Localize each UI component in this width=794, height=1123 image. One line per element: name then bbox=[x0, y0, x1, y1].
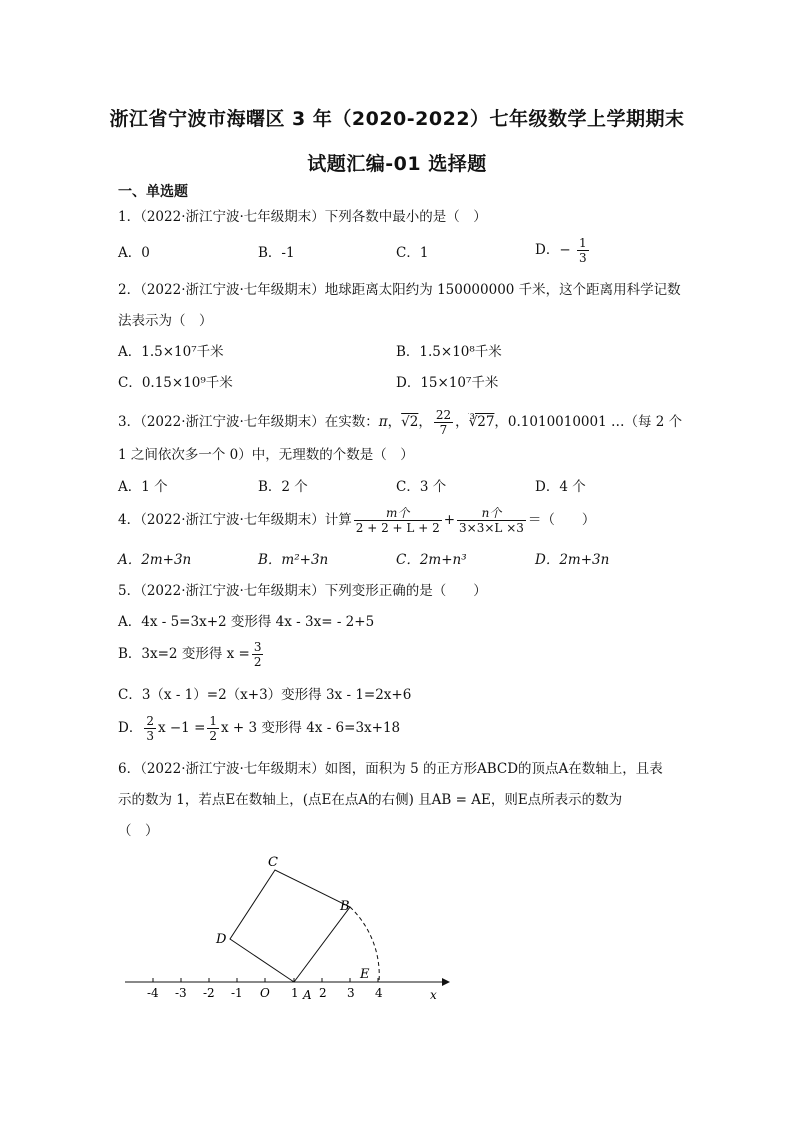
question-3-stem-line1: 3．（2022·浙江宁波·七年级期末）在实数：π，√2， $\frac{22}{7}$ ，∛27，0.1010010001 …（每 2 个 bbox=[118, 408, 683, 437]
page-title-line1: 浙江省宁波市海曙区 3 年（2020-2022）七年级数学上学期期末 bbox=[109, 108, 685, 130]
q3-cbrt27: ∛27 bbox=[468, 414, 495, 430]
q5-option-d-tail: x + 3 变形得 4x - 6=3x+18 bbox=[221, 720, 401, 736]
q4-option-b: B．m²+3n bbox=[258, 552, 329, 568]
q5-option-d bbox=[118, 714, 400, 743]
q5-option-c: C．3（x - 1）=2（x+3）变形得 3x - 1=2x+6 bbox=[118, 687, 412, 703]
q3-option-a: A．1 个 bbox=[118, 479, 168, 495]
fraction-numerator: n个 bbox=[457, 506, 526, 521]
tick-label: 2 bbox=[319, 986, 327, 1000]
fraction-denominator: 7 bbox=[439, 423, 448, 437]
q5-d-fraction-1 bbox=[144, 714, 156, 743]
q5-b-fraction bbox=[252, 640, 264, 669]
point-label-e: E bbox=[360, 967, 370, 982]
q4-stem-prefix: 4．（2022·浙江宁波·七年级期末）计算 bbox=[118, 512, 352, 528]
q3-stem-tail: ，0.1010010001 …（每 2 个 bbox=[494, 414, 683, 430]
question-1-stem: 1．（2022·浙江宁波·七年级期末）下列各数中最小的是（ ） bbox=[118, 209, 487, 225]
q3-option-d: D．4 个 bbox=[535, 479, 586, 495]
axis-arrow bbox=[442, 978, 450, 986]
q5-d-fraction-2 bbox=[207, 714, 219, 743]
axis-label: x bbox=[430, 988, 437, 1002]
fraction-denominator: 2 bbox=[253, 655, 262, 669]
question-4-stem bbox=[118, 506, 595, 535]
q4-option-c: C．2m+n³ bbox=[396, 552, 467, 568]
q4-plus: + bbox=[443, 512, 456, 528]
q3-pi: π bbox=[378, 414, 388, 430]
section-heading: 一、单选题 bbox=[118, 184, 188, 200]
q3-fraction bbox=[434, 408, 453, 437]
q1-option-b: B．-1 bbox=[258, 245, 295, 261]
q2-option-d: D．15×10⁷千米 bbox=[396, 375, 499, 391]
q5-option-d-mid: x −1 = bbox=[157, 720, 206, 736]
tick-label: -2 bbox=[203, 986, 215, 1000]
q4-fraction-1 bbox=[354, 506, 442, 535]
origin-label: O bbox=[260, 986, 270, 1000]
tick-label: -1 bbox=[231, 986, 243, 1000]
fraction-numerator: m个 bbox=[354, 506, 442, 521]
tick-label: -3 bbox=[175, 986, 187, 1000]
fraction-numerator: 22 bbox=[435, 408, 452, 422]
q2-option-b: B．1.5×10⁸千米 bbox=[396, 344, 502, 360]
fraction-numerator: 1 bbox=[209, 714, 218, 728]
tick-label: 1 bbox=[291, 986, 299, 1000]
fraction-numerator: 2 bbox=[146, 714, 154, 728]
question-6-stem-line2: 示的数为 1，若点E在数轴上，(点E在点A的右侧) 且AB = AE，则E点所表示的数为 bbox=[118, 792, 623, 808]
tick-label: 4 bbox=[375, 986, 383, 1000]
axis-ticks bbox=[153, 978, 378, 982]
q2-option-c: C．0.15×10⁹千米 bbox=[118, 375, 233, 391]
vertex-label-b: B bbox=[340, 899, 350, 914]
q2-option-a: A．1.5×10⁷千米 bbox=[118, 344, 224, 360]
q1-option-a: A．0 bbox=[118, 245, 150, 261]
q3-sqrt2: √2 bbox=[401, 414, 419, 430]
tick-label: 3 bbox=[347, 986, 355, 1000]
point-label-a: A bbox=[303, 988, 312, 1002]
q3-stem-prefix: 3．（2022·浙江宁波·七年级期末）在实数： bbox=[118, 414, 379, 430]
fraction-numerator: 1 bbox=[578, 236, 587, 250]
question-3-stem-line2: 1 之间依次多一个 0）中，无理数的个数是（ ） bbox=[118, 447, 414, 463]
q5-option-d-label: D． bbox=[118, 720, 143, 736]
fraction-denominator: 2 bbox=[209, 729, 218, 743]
question-2-stem-line1: 2．（2022·浙江宁波·七年级期末）地球距离太阳约为 150000000 千米，这个距离用科学记数 bbox=[118, 282, 681, 298]
question-6-stem-line1: 6．（2022·浙江宁波·七年级期末）如图，面积为 5 的正方形ABCD的顶点A在数轴上，且表 bbox=[118, 761, 663, 777]
question-2-stem-line2: 法表示为（ ） bbox=[118, 313, 213, 329]
fraction-numerator: 3 bbox=[253, 640, 262, 654]
q1-option-c: C．1 bbox=[396, 245, 429, 261]
q3-option-b: B．2 个 bbox=[258, 479, 308, 495]
q5-option-b bbox=[118, 640, 265, 669]
number-line-figure bbox=[110, 850, 460, 1010]
q1-option-d-label: D．− bbox=[535, 242, 571, 258]
vertex-label-c: C bbox=[268, 855, 278, 870]
q5-option-a: A．4x - 5=3x+2 变形得 4x - 3x= - 2+5 bbox=[118, 614, 375, 630]
fraction-denominator: 2 + 2 + L + 2 bbox=[355, 521, 440, 535]
fraction-denominator: 3×3×L ×3 bbox=[459, 521, 524, 535]
q4-stem-tail: ＝（ ） bbox=[527, 512, 596, 528]
q4-option-a: A．2m+3n bbox=[118, 552, 192, 568]
page-title-line2: 试题汇编-01 选择题 bbox=[307, 153, 487, 175]
fraction-denominator: 3 bbox=[578, 251, 587, 265]
q4-option-d: D．2m+3n bbox=[535, 552, 610, 568]
square-abcd bbox=[230, 870, 350, 982]
tick-label: -4 bbox=[147, 986, 159, 1000]
fraction-denominator: 3 bbox=[146, 729, 154, 743]
q4-fraction-2 bbox=[457, 506, 526, 535]
q5-option-b-text: B．3x=2 变形得 x = bbox=[118, 646, 250, 662]
question-6-stem-line3: （ ） bbox=[118, 823, 159, 839]
q1-option-d bbox=[535, 236, 591, 265]
q1-fraction bbox=[577, 236, 589, 265]
q3-option-c: C．3 个 bbox=[396, 479, 447, 495]
question-5-stem: 5．（2022·浙江宁波·七年级期末）下列变形正确的是（ ） bbox=[118, 583, 487, 599]
vertex-label-d: D bbox=[216, 932, 227, 947]
